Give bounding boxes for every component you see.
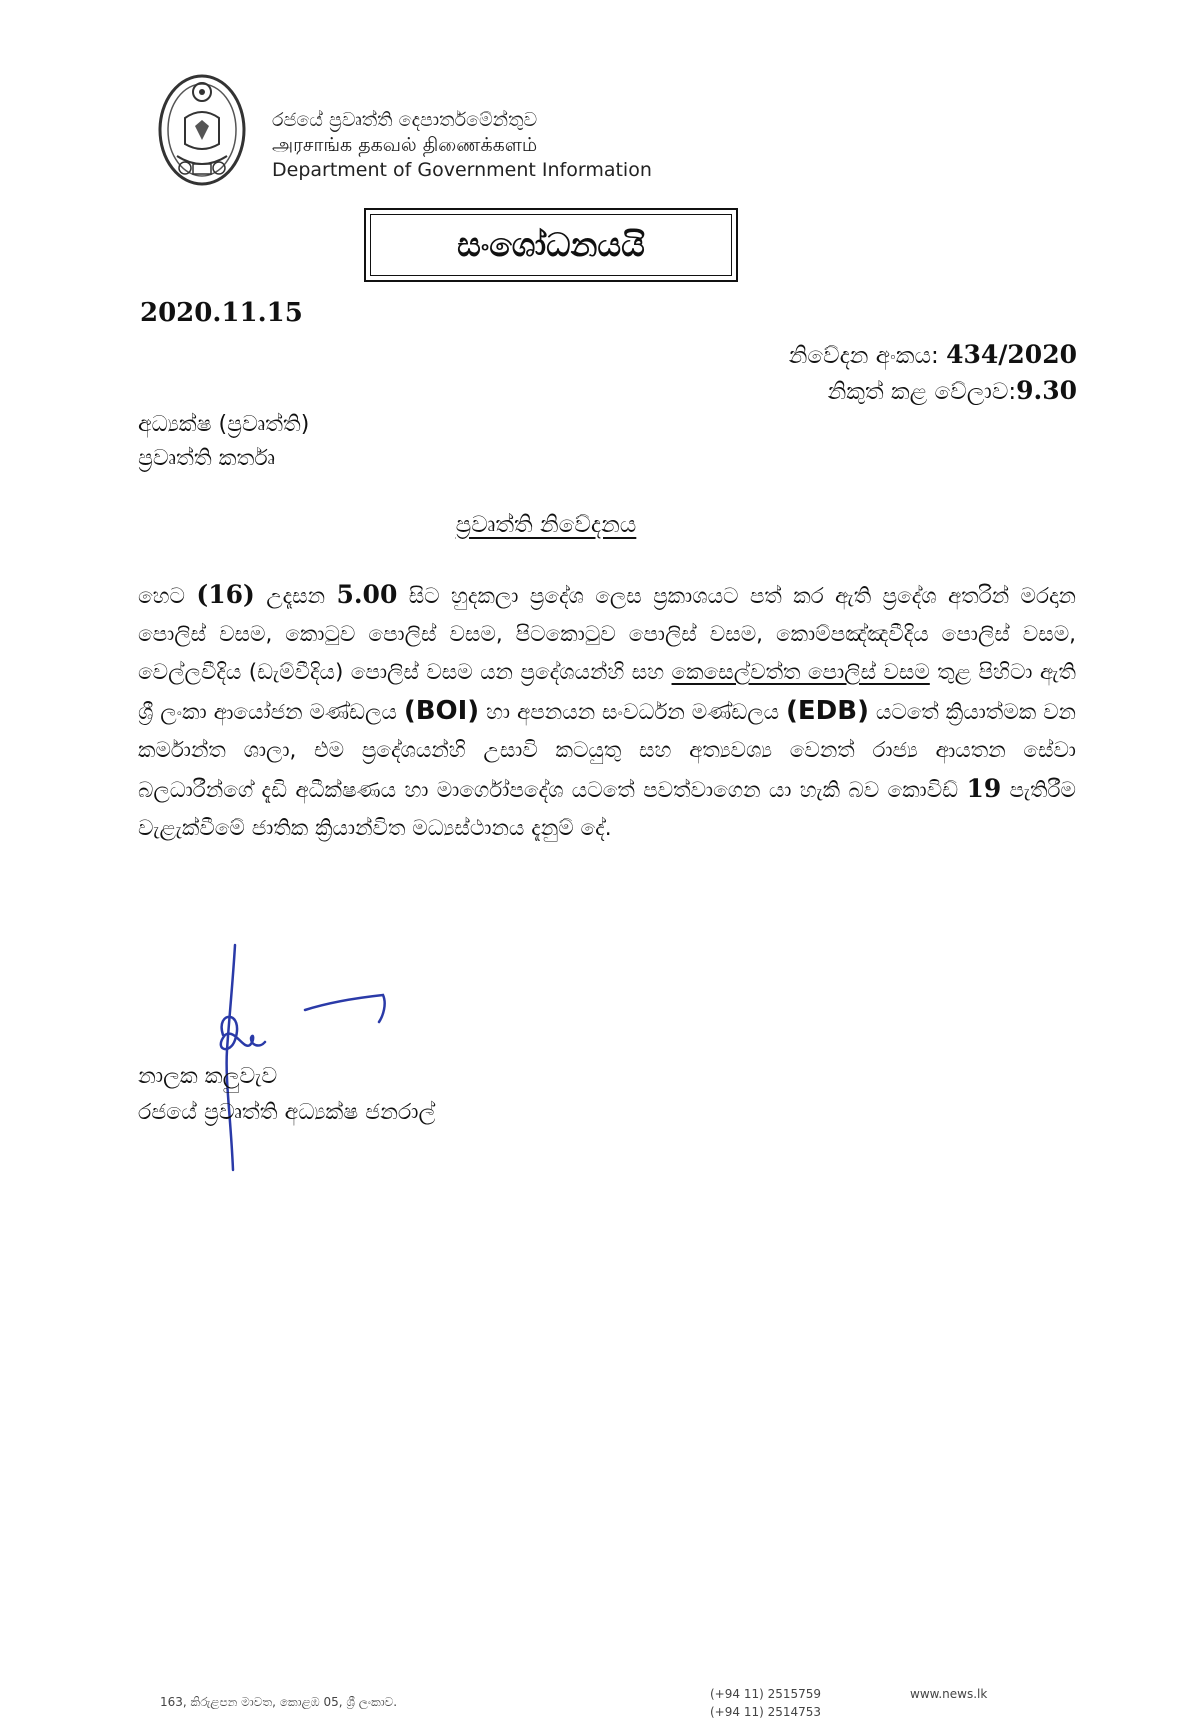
department-name-tamil: அரசாங்க தகவல் திணைக்களம் xyxy=(272,134,538,156)
body-paragraph xyxy=(138,576,1076,848)
signatory-name: නාලක කලුවැව xyxy=(138,1064,278,1089)
body-abbreviation: (BOI) xyxy=(403,696,480,726)
body-text: හෙට xyxy=(138,584,197,609)
press-release-heading: ප්‍රවෘත්ති නිවේදනය xyxy=(455,512,637,538)
body-number: 19 xyxy=(966,774,1002,803)
footer-address: 163, කිරුළපන මාවත, කොළඹ 05, ශ්‍රී ලංකාව. xyxy=(160,1695,398,1709)
footer-phone-1: (+94 11) 2515759 xyxy=(710,1687,822,1701)
body-text: යටතේ ක්‍රියාත්මක වන කර්මාන්ත ශාලා, එම ප්‍රදේශයන්හි උසාවි කටයුතු සහ අත්‍යවශ්‍ය වෙනත් රාජ්‍ය ආයතන සේවා බලධාරීන්ගේ දැඩි අධීක්ෂණය හා මාර්ගෝපදේශ යටතේ පවත්වාගෙන යා හැකි බව කොවිඩ් xyxy=(138,700,1076,803)
release-number xyxy=(789,340,1077,369)
release-date: 2020.11.15 xyxy=(140,298,303,328)
addressee-line-2: ප්‍රවෘත්ති කර්තෘ xyxy=(138,446,275,471)
signature xyxy=(205,940,400,1175)
body-text: පැතිරීම වැළැක්වීමේ ජාතික ක්‍රියාන්විත මධ්‍යස්ථානය දැනුම් දේ. xyxy=(138,778,1077,841)
release-number-value: 434/2020 xyxy=(946,340,1077,369)
body-text: සිට හුදකලා ප්‍රදේශ ලෙස ප්‍රකාශයට පත් කර ඇති ප්‍රදේශ අතරින් මරදාන පොලිස් වසම, කොටුව පොලිස් වසම, පිටකොටුව පොලිස් වසම, කොම්පඤ්ඤවීදිය පොලිස් වසම, වෙල්ලවීදිය (ඩැම්වීදිය) පොලිස් වසම යන ප්‍රදේශයන්හි සහ xyxy=(138,584,1076,685)
body-text: හා අපනයන සංවර්ධන මණ්ඩලය xyxy=(479,700,787,725)
release-time-label: නිකුත් කළ වේලාව: xyxy=(827,379,1017,405)
body-abbreviation: (EDB) xyxy=(786,696,869,726)
release-time-value: 9.30 xyxy=(1016,376,1077,405)
document-title: සංශෝධනයයි xyxy=(370,214,732,276)
signatory-title: රජයේ ප්‍රවෘත්ති අධ්‍යක්ෂ ජනරාල් xyxy=(138,1100,436,1125)
addressee-line-1: අධ්‍යක්ෂ (ප්‍රවෘත්ති) xyxy=(138,412,310,437)
body-number: (16) xyxy=(196,580,255,609)
release-number-label: නිවේදන අංකය: xyxy=(788,343,939,369)
body-underlined-text: කෙසෙල්වත්ත පොලිස් වසම xyxy=(671,660,930,685)
footer-website: www.news.lk xyxy=(910,1687,988,1701)
government-emblem xyxy=(155,70,250,190)
department-name-english: Department of Government Information xyxy=(272,159,652,181)
body-text: උදෑසන xyxy=(254,584,337,609)
document-title-box xyxy=(364,208,738,282)
footer-phone-2: (+94 11) 2514753 xyxy=(710,1705,822,1719)
body-text: තුළ පිහිටා ඇති ශ්‍රී ලංකා ආයෝජන මණ්ඩලය xyxy=(138,660,1076,725)
department-name-sinhala: රජයේ ප්‍රවෘත්ති දෙපාර්තමේන්තුව xyxy=(272,109,538,131)
release-time xyxy=(828,376,1077,405)
department-name xyxy=(272,108,652,183)
body-number: 5.00 xyxy=(336,580,398,609)
